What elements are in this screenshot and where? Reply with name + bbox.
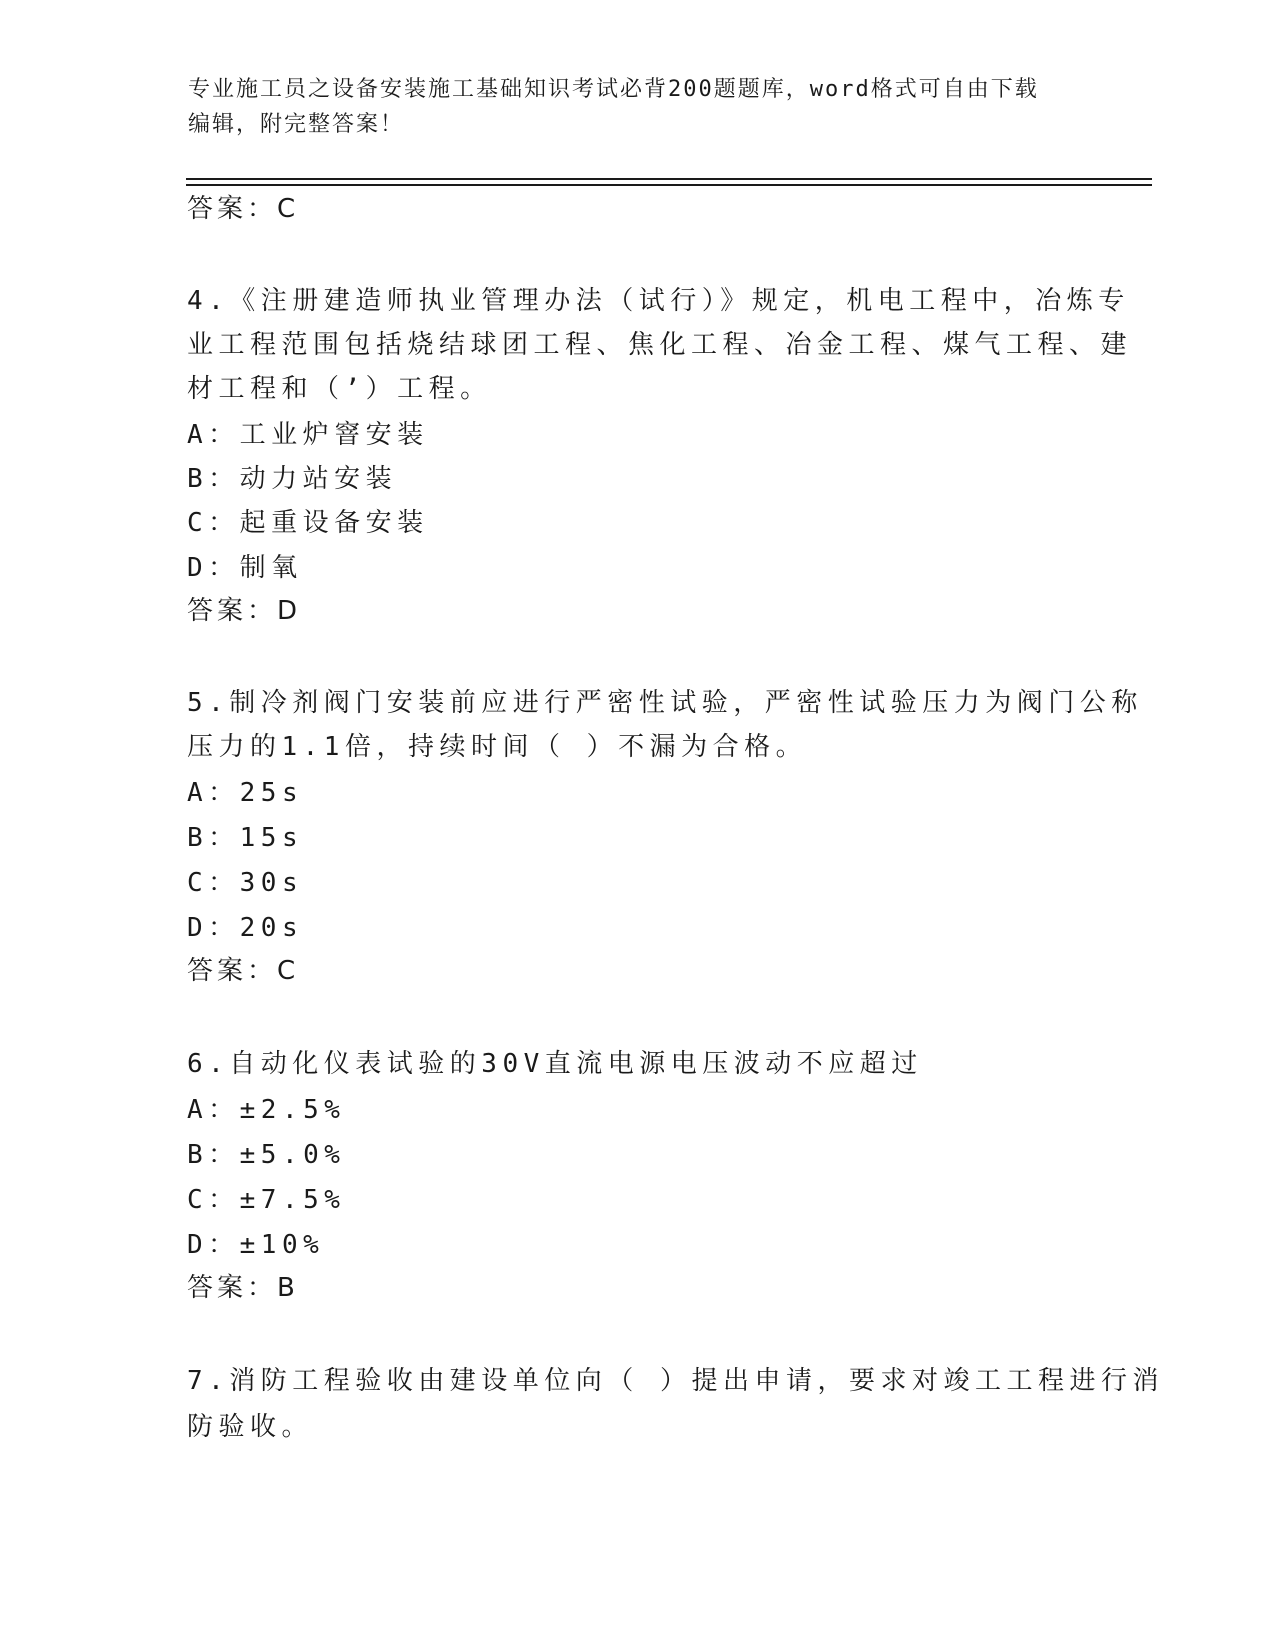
question-4-stem-line-3: 材工程和（’）工程。 [187,374,492,404]
header-line-2: 编辑，附完整答案！ [188,112,405,137]
question-4-option-a: A：工业炉窨安装 [187,420,429,450]
document-header [188,72,1088,142]
question-5-stem-line-1: 5.制冷剂阀门安装前应进行严密性试验，严密性试验压力为阀门公称 [187,688,1143,718]
question-5-option-b: B：15s [187,823,304,853]
question-4-stem-line-1: 4.《注册建造师执业管理办法（试行）》规定，机电工程中，冶炼专 [187,286,1130,316]
question-5-option-c: C：30s [187,868,304,898]
question-4-option-d: D：制氧 [187,553,303,583]
question-5-option-a: A：25s [187,778,304,808]
question-5-option-d: D：20s [187,913,304,943]
question-7-stem-line-2: 防验收。 [187,1412,314,1442]
question-5-answer: 答案：C [187,956,300,986]
question-4-option-c: C：起重设备安装 [187,508,429,538]
question-6-option-b: B：±5.0% [187,1140,346,1170]
question-6-answer: 答案：B [187,1273,299,1303]
question-5-stem-line-2: 压力的1.1倍，持续时间（ ）不漏为合格。 [187,732,808,762]
question-6-stem-line-1: 6.自动化仪表试验的30V直流电源电压波动不应超过 [187,1049,923,1079]
question-7-stem-line-1: 7.消防工程验收由建设单位向（ ）提出申请，要求对竣工工程进行消 [187,1366,1164,1396]
question-6-option-a: A：±2.5% [187,1095,346,1125]
header-divider-bottom [186,184,1152,186]
question-4-stem-line-2: 业工程范围包括烧结球团工程、焦化工程、冶金工程、煤气工程、建 [187,330,1133,360]
header-divider-top [186,178,1152,180]
question-4-option-b: B：动力站安装 [187,464,398,494]
question-6-option-d: D：±10% [187,1230,325,1260]
question-6-option-c: C：±7.5% [187,1185,346,1215]
header-line-1: 专业施工员之设备安装施工基础知识考试必背200题题库，word格式可自由下载 [188,77,1039,102]
previous-answer: 答案：C [187,194,300,224]
question-4-answer: 答案：D [187,596,302,626]
